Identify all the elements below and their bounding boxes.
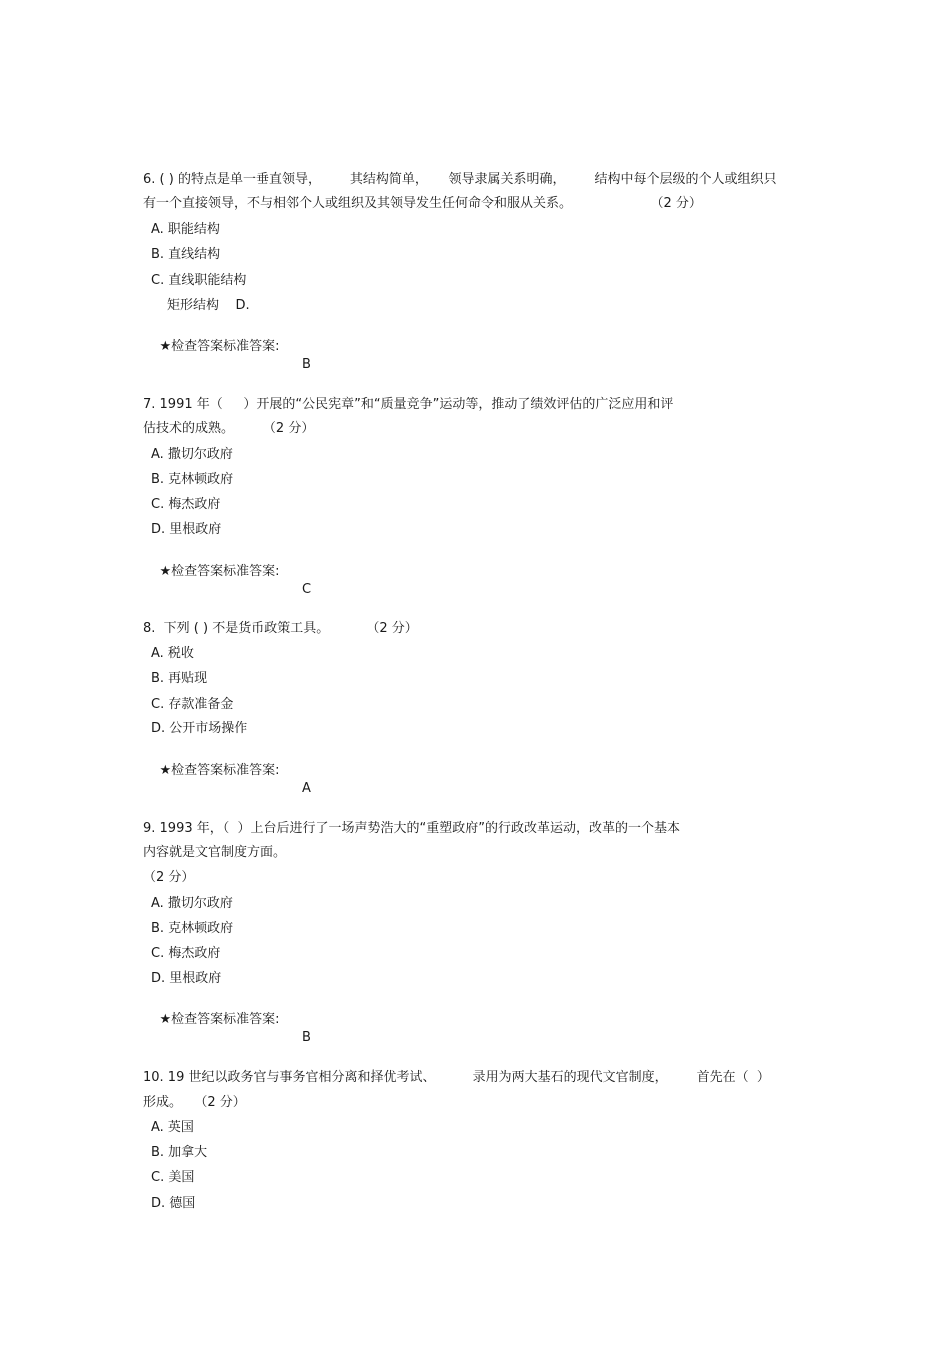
question-text-line: 6. ( ) 的特点是单一垂直领导， 其结构简单， 领导隶属关系明确， 结构中每个层级的个人或组织只 (143, 172, 777, 187)
option-b: B. 克林顿政府 (151, 921, 234, 936)
option-d: D. 里根政府 (151, 522, 222, 537)
option-a: A. 职能结构 (151, 222, 220, 237)
option-c: C. 美国 (151, 1170, 195, 1185)
answer-label: ★检查答案标准答案: (159, 339, 280, 354)
option-b: B. 克林顿政府 (151, 472, 234, 487)
option-a: A. 撒切尔政府 (151, 447, 233, 462)
answer-value: B (302, 1030, 311, 1045)
answer-row (143, 744, 311, 816)
answer-label: ★检查答案标准答案: (159, 763, 280, 778)
answer-row (143, 545, 312, 617)
option-c: C. 梅杰政府 (151, 497, 221, 512)
option-c: C. 直线职能结构 (151, 273, 247, 288)
answer-label: ★检查答案标准答案: (159, 1012, 280, 1027)
question-text-line: 内容就是文官制度方面。 (143, 845, 287, 860)
option-b: B. 加拿大 (151, 1145, 208, 1160)
answer-row (143, 993, 311, 1065)
option-d: D. 德国 (151, 1196, 196, 1211)
option-a: A. 英国 (151, 1120, 194, 1135)
option-d: 矩形结构 D. (167, 298, 250, 313)
option-d: D. 公开市场操作 (151, 721, 248, 736)
answer-label: ★检查答案标准答案: (159, 564, 280, 579)
question-text-line: 9. 1993 年，（ ）上台后进行了一场声势浩大的“重塑政府”的行政改革运动，改革的一个基本 (143, 821, 680, 836)
question-text-line: 有一个直接领导，不与相邻个人或组织及其领导发生任何命令和服从关系。 （2 分） (143, 196, 702, 211)
option-a: A. 撒切尔政府 (151, 896, 233, 911)
question-points: （2 分） (143, 870, 195, 885)
question-text-line: 10. 19 世纪以政务官与事务官相分离和择优考试、 录用为两大基石的现代文官制度， 首先在（ ） (143, 1070, 770, 1085)
answer-value: C (302, 582, 312, 597)
question-text-line: 7. 1991 年（ ）开展的“公民宪章”和“质量竞争”运动等，推动了绩效评估的广泛应用和评 (143, 397, 674, 412)
option-b: B. 直线结构 (151, 247, 221, 262)
question-text-line: 估技术的成熟。 （2 分） (143, 421, 315, 436)
option-a: A. 税收 (151, 646, 194, 661)
option-b: B. 再贴现 (151, 671, 208, 686)
option-c: C. 存款准备金 (151, 697, 234, 712)
option-c: C. 梅杰政府 (151, 946, 221, 961)
answer-row (143, 320, 311, 392)
answer-value: B (302, 357, 311, 372)
option-d: D. 里根政府 (151, 971, 222, 986)
question-text-line: 形成。 （2 分） (143, 1095, 246, 1110)
question-text-line: 8. 下列 ( ) 不是货币政策工具。 （2 分） (143, 621, 418, 636)
answer-value: A (302, 781, 311, 796)
